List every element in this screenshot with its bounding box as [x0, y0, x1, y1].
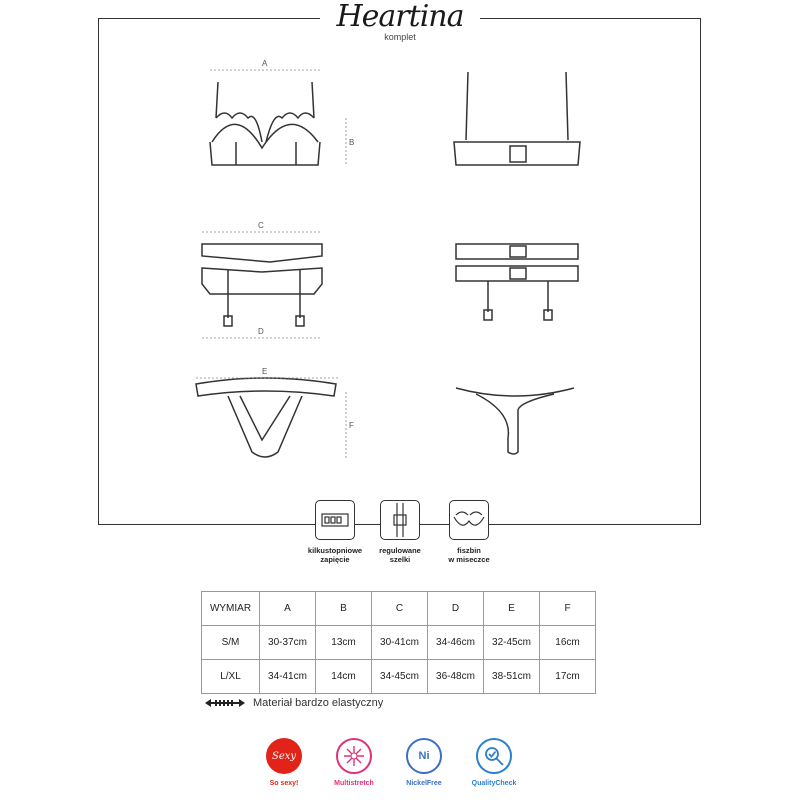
size-table-cell: 13cm [316, 626, 372, 660]
material-note-text: Materiał bardzo elastyczny [253, 697, 384, 709]
brand-logo: Heartina [336, 0, 464, 34]
stretch-arrows-icon [205, 698, 245, 708]
size-table-cell: 32-45cm [484, 626, 540, 660]
bra-front-drawing [210, 82, 320, 165]
size-table-cell: 36-48cm [428, 660, 484, 694]
size-table-cell: L/XL [202, 660, 260, 694]
size-table-cell: 17cm [540, 660, 596, 694]
badge-nickel-free [400, 738, 448, 787]
dimension-label-d: D [258, 327, 264, 336]
size-table-header-cell: WYMIAR [202, 592, 260, 626]
quality-check-icon [476, 738, 512, 774]
size-table-cell: 14cm [316, 660, 372, 694]
adjustable-strap-icon [380, 500, 420, 540]
size-table-row [202, 626, 596, 660]
size-table-header-cell: C [372, 592, 428, 626]
feature-underwire [424, 500, 514, 564]
size-table-header-cell: F [540, 592, 596, 626]
size-table-header-cell: A [260, 592, 316, 626]
thong-front-drawing [196, 378, 336, 457]
size-table-header-cell: E [484, 592, 540, 626]
heart-sexy-icon: Sexy [266, 738, 302, 774]
garter-belt-back-drawing [456, 244, 578, 320]
dimension-label-e: E [262, 367, 268, 376]
size-table-cell: 16cm [540, 626, 596, 660]
badge-label: NickelFree [406, 780, 442, 787]
product-subtitle: komplet [384, 32, 416, 42]
dimension-label-f: F [349, 421, 354, 430]
badge-label: QualityCheck [471, 780, 517, 787]
size-table-cell: 34-41cm [260, 660, 316, 694]
thong-back-drawing [456, 388, 574, 454]
badge-label: So sexy! [269, 780, 299, 787]
badge-quality-check [470, 738, 518, 787]
size-table [201, 591, 596, 694]
dimension-label-b: B [349, 138, 355, 147]
size-table-cell: 30-41cm [372, 626, 428, 660]
bra-back-drawing [454, 72, 580, 165]
hook-closure-icon [315, 500, 355, 540]
badge-label: Multistretch [334, 780, 374, 787]
size-table-cell: 30-37cm [260, 626, 316, 660]
material-note [205, 697, 383, 709]
underwire-icon [449, 500, 489, 540]
feature-label: regulowane szelki [379, 546, 421, 564]
dimension-label-c: C [258, 221, 264, 230]
size-table-cell: 38-51cm [484, 660, 540, 694]
size-table-cell: 34-45cm [372, 660, 428, 694]
feature-label: kilkustopniowe zapięcie [307, 546, 363, 564]
size-table-cell: S/M [202, 626, 260, 660]
badge-so-sexy [260, 738, 308, 787]
size-table-header-cell: B [316, 592, 372, 626]
size-table-header-cell: D [428, 592, 484, 626]
nickel-free-icon: Ni [406, 738, 442, 774]
size-table-row [202, 660, 596, 694]
dimension-label-a: A [262, 59, 268, 68]
badge-multistretch [330, 738, 378, 787]
size-table-cell: 34-46cm [428, 626, 484, 660]
size-table-header-row [202, 592, 596, 626]
garter-belt-front-drawing [202, 244, 322, 326]
multistretch-icon [336, 738, 372, 774]
feature-label: fiszbin w miseczce [448, 546, 490, 564]
quality-badges [260, 738, 518, 787]
